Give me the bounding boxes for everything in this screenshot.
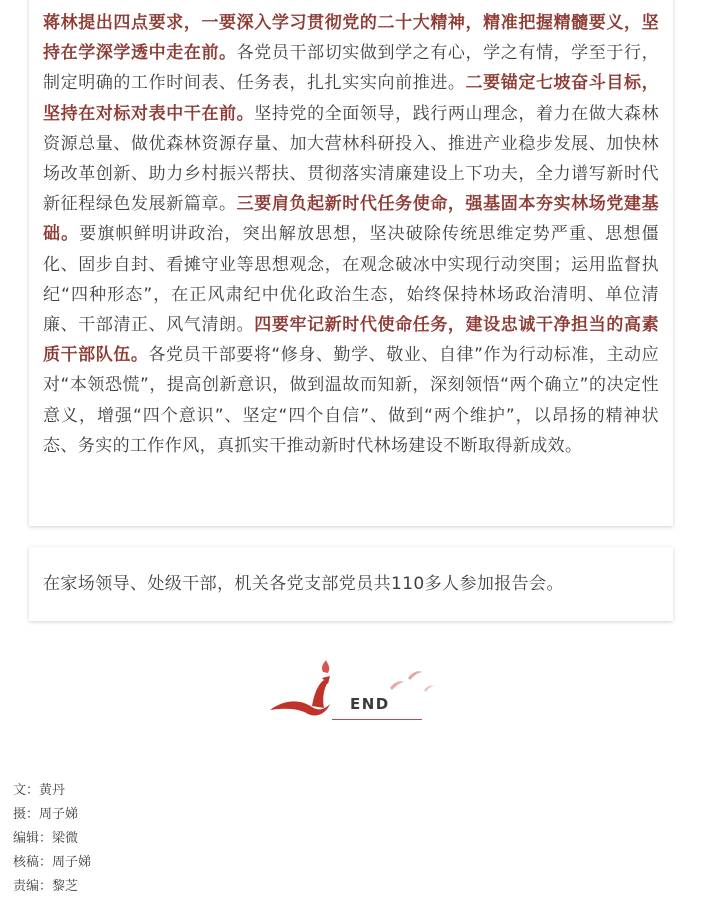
requirement-two-heading: 二要锚定七坡奋斗目标，坚持在对标对表中干在前。 xyxy=(43,73,659,124)
credits-block xyxy=(13,779,91,899)
credit-row-photo xyxy=(13,803,91,827)
requirement-four-heading: 四要牢记新时代使命任务，建设忠诚干净担当的高素质干部队伍。 xyxy=(43,315,659,366)
end-mark xyxy=(268,660,448,730)
credit-label: 核稿： xyxy=(13,855,53,870)
credit-name: 周子娣 xyxy=(39,807,79,822)
attendance-text: 在家场领导、处级干部，机关各党支部党员共110多人参加报告会。 xyxy=(43,574,564,594)
requirement-two-body: 坚持党的全面领导，践行两山理念，着力在做大森林资源总量、做优森林资源存量、加大营林科研投入、推进产业稳步发展、加快林场改革创新、助力乡村振兴帮扶、贯彻落实清廉建设上下功夫，全力谱写新时代新征程绿色发展新篇章。 xyxy=(43,103,659,215)
credit-label: 文： xyxy=(13,783,40,798)
article-paragraph xyxy=(43,8,659,461)
credit-label: 责编： xyxy=(13,879,53,894)
credit-row-chief-editor xyxy=(13,875,91,899)
credit-row-author xyxy=(13,779,91,803)
credit-row-reviewer xyxy=(13,851,91,875)
end-label: END xyxy=(350,695,390,713)
requirement-three-heading: 三要肩负起新时代任务使命，强基固本夯实林场党建基础。 xyxy=(43,194,659,245)
credit-name: 黄丹 xyxy=(39,783,66,798)
requirement-three-body: 要旗帜鲜明讲政治，突出解放思想，坚决破除传统思维定势严重、思想僵化、固步自封、看摊守业等思想观念，在观念破冰中实现行动突围；运用监督执纪“四种形态”，在正风肃纪中优化政治生态，始终保持林场政治清明、单位清廉、干部清正、风气清朗。 xyxy=(43,224,659,336)
requirement-four-body: 各党员干部要将“修身、勤学、敬业、自律”作为行动标准，主动应对“本领恐慌”，提高创新意识，做到温故而知新，深刻领悟“两个确立”的决定性意义，增强“四个意识”、坚定“四个自信”、做到“两个维护”，以昂扬的精神状态、务实的工作作风，真抓实干推动新时代林场建设不断取得新成效。 xyxy=(43,345,659,456)
credit-name: 梁微 xyxy=(52,831,79,846)
credit-name: 黎芝 xyxy=(52,879,79,894)
credit-row-editor xyxy=(13,827,91,851)
end-underline xyxy=(332,719,422,720)
article-card xyxy=(29,0,673,526)
requirement-one-body: 各党员干部切实做到学之有心，学之有情，学至于行，制定明确的工作时间表、任务表，扎扎实实向前推进。 xyxy=(43,43,659,94)
credit-label: 编辑： xyxy=(13,831,53,846)
requirement-one-heading: 蒋林提出四点要求，一要深入学习贯彻党的二十大精神，精准把握精髓要义，坚持在学深学透中走在前。 xyxy=(43,13,659,64)
attendance-card xyxy=(29,547,673,621)
credit-name: 周子娣 xyxy=(52,855,92,870)
credit-label: 摄： xyxy=(13,807,40,822)
